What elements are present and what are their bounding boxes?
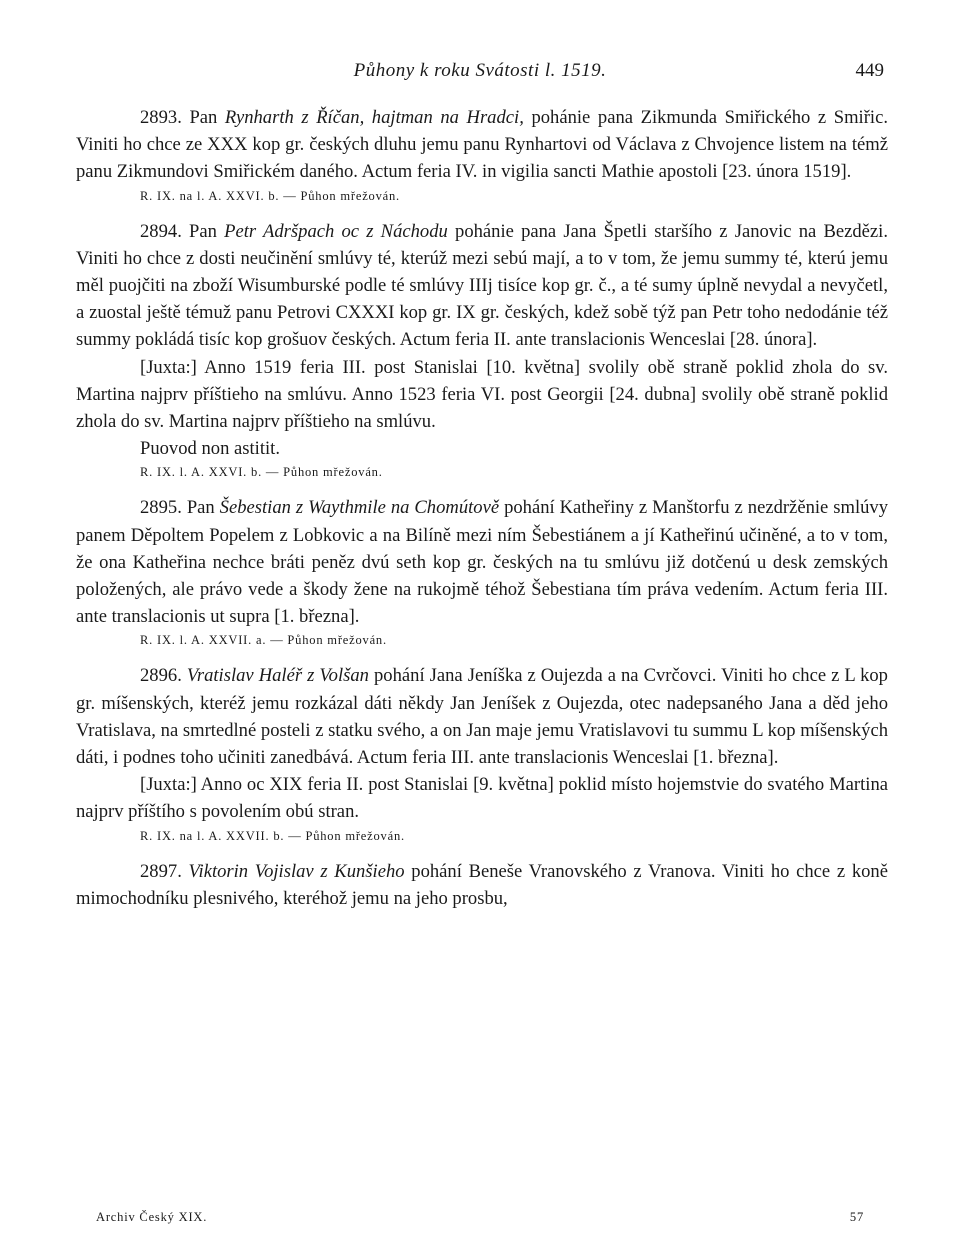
entry-number: 2895. bbox=[140, 497, 182, 519]
entry-2894 bbox=[76, 218, 888, 354]
note-line: Puovod non astitit. bbox=[140, 438, 280, 460]
page-footer bbox=[96, 1210, 864, 1230]
entry-name: Šebestian z Waythmile na Chomútově bbox=[219, 497, 500, 519]
entry-2893 bbox=[76, 104, 888, 186]
entry-text: pohánie pana Jana Špetli staršího z Janovic na Bezdězi. Viniti ho chce z dosti neučinění smlúvy té, kterúž mezi sebú mají, a to v tom, že jemu summy té, kterú jemu měl puojčiti na zboží Wisumburské podle té smlúvy IIIj tisíce kop gr. č., a té sumy úplně nevydal a nevyčetl, a zuostal ještě témuž panu Petrovi CXXXI kop gr. IX gr. českých, kdež sobě týž pan Petr toho nedodánie též summy pokládá tisíc kop grošuov českých. Actum feria II. ante translacionis Wenceslai [28. února]. bbox=[76, 220, 888, 351]
entry-lead: Pan bbox=[189, 220, 217, 242]
entry-2896 bbox=[76, 662, 888, 771]
entry-name: Vratislav Haléř z Volšan bbox=[186, 665, 369, 687]
entry-text: pohánie pana Zikmunda Smiřického z Smiřic. Viniti ho chce ze XXX kop gr. českých dluhu jemu panu Rynhartovi od Václava z Chvojence listem na témž panu Zikmundovi Smiřickém daného. Actum feria IV. in vigilia sancti Mathie apostoli [23. února 1519]. bbox=[76, 107, 888, 183]
entry-text: pohání Beneše Vranovského z Vranova. Viniti ho chce z koně mimochodníku plesnivého, kteréhož jemu na jeho prosbu, bbox=[76, 860, 888, 909]
entry-2895 bbox=[76, 494, 888, 630]
juxta-note: [Juxta:] Anno 1519 feria III. post Stanislai [10. května] svolily obě straně poklid zhola do sv. Martina najprv příštieho na smlúvu. Anno 1523 feria VI. post Georgii [24. dubna] svolily obě straně poklid zhola do sv. Martina najprv příštieho na smlúvu. bbox=[76, 356, 888, 433]
entry-name: Petr Adršpach oc z Náchodu bbox=[224, 220, 448, 242]
entry-2897 bbox=[76, 858, 888, 912]
running-title: Půhony k roku Svátosti l. 1519. bbox=[353, 60, 607, 81]
entry-number: 2893. bbox=[140, 107, 182, 128]
signature-mark: Archiv Český XIX. bbox=[96, 1210, 208, 1224]
source-reference: R. IX. l. A. XXVII. a. — Půhon mřežován. bbox=[140, 633, 387, 648]
entry-text: pohání Jana Jeníška z Oujezda a na Cvrčovci. Viniti ho chce z L kop gr. míšenských, kteréž jemu rozkázal dáti někdy Jan Jeníšek z Oujezda, otec nadepsaného Jana a děd jeho Vratislava, na smrtedlné posteli z statku svého, a on Jan maje jemu Vratislavovi tu summu L kop míšenských dáti, i podnes toho učiniti zanedbává. Actum feria III. ante translacionis Wenceslai [1. března]. bbox=[76, 665, 888, 769]
page-number: 449 bbox=[855, 60, 884, 81]
entry-number: 2897. bbox=[140, 860, 182, 882]
entry-name: Rynharth z Říčan, hajtman na Hradci, bbox=[224, 107, 524, 128]
page-header bbox=[76, 60, 884, 88]
juxta-note: [Juxta:] Anno oc XIX feria II. post Stanislai [9. května] poklid místo hojemstvie do svatého Martina najprv příštího s povolením obú stran. bbox=[76, 774, 888, 823]
sheet-number: 57 bbox=[849, 1210, 864, 1224]
entry-lead: Pan bbox=[186, 497, 215, 519]
source-reference: R. IX. na l. A. XXVI. b. — Půhon mřežován. bbox=[140, 188, 400, 203]
entry-number: 2896. bbox=[140, 665, 182, 687]
document-body bbox=[76, 104, 888, 912]
entry-text: pohání Katheřiny z Manštorfu z nezdržěnie smlúvy panem Děpoltem Popelem z Lobkovic a na Bilíně mezi ním Šebestiánem a jí Katheřinú učiněné, a to v tom, že ona Katheřina nechce bráti peněz dvú seth kop gr. českých na tu smlúvu již dotčenú u desk zemských položených, ale právo vede a škody žene na rukojmě téhož Šebestiana tím práva vedením. Actum feria III. ante translacionis ut supra [1. března]. bbox=[76, 497, 888, 628]
source-reference: R. IX. na l. A. XXVII. b. — Půhon mřežován. bbox=[140, 828, 405, 843]
entry-name: Viktorin Vojislav z Kunšieho bbox=[188, 860, 405, 882]
entry-number: 2894. bbox=[140, 220, 182, 242]
entry-lead: Pan bbox=[189, 107, 218, 128]
source-reference: R. IX. l. A. XXVI. b. — Půhon mřežován. bbox=[140, 465, 383, 480]
